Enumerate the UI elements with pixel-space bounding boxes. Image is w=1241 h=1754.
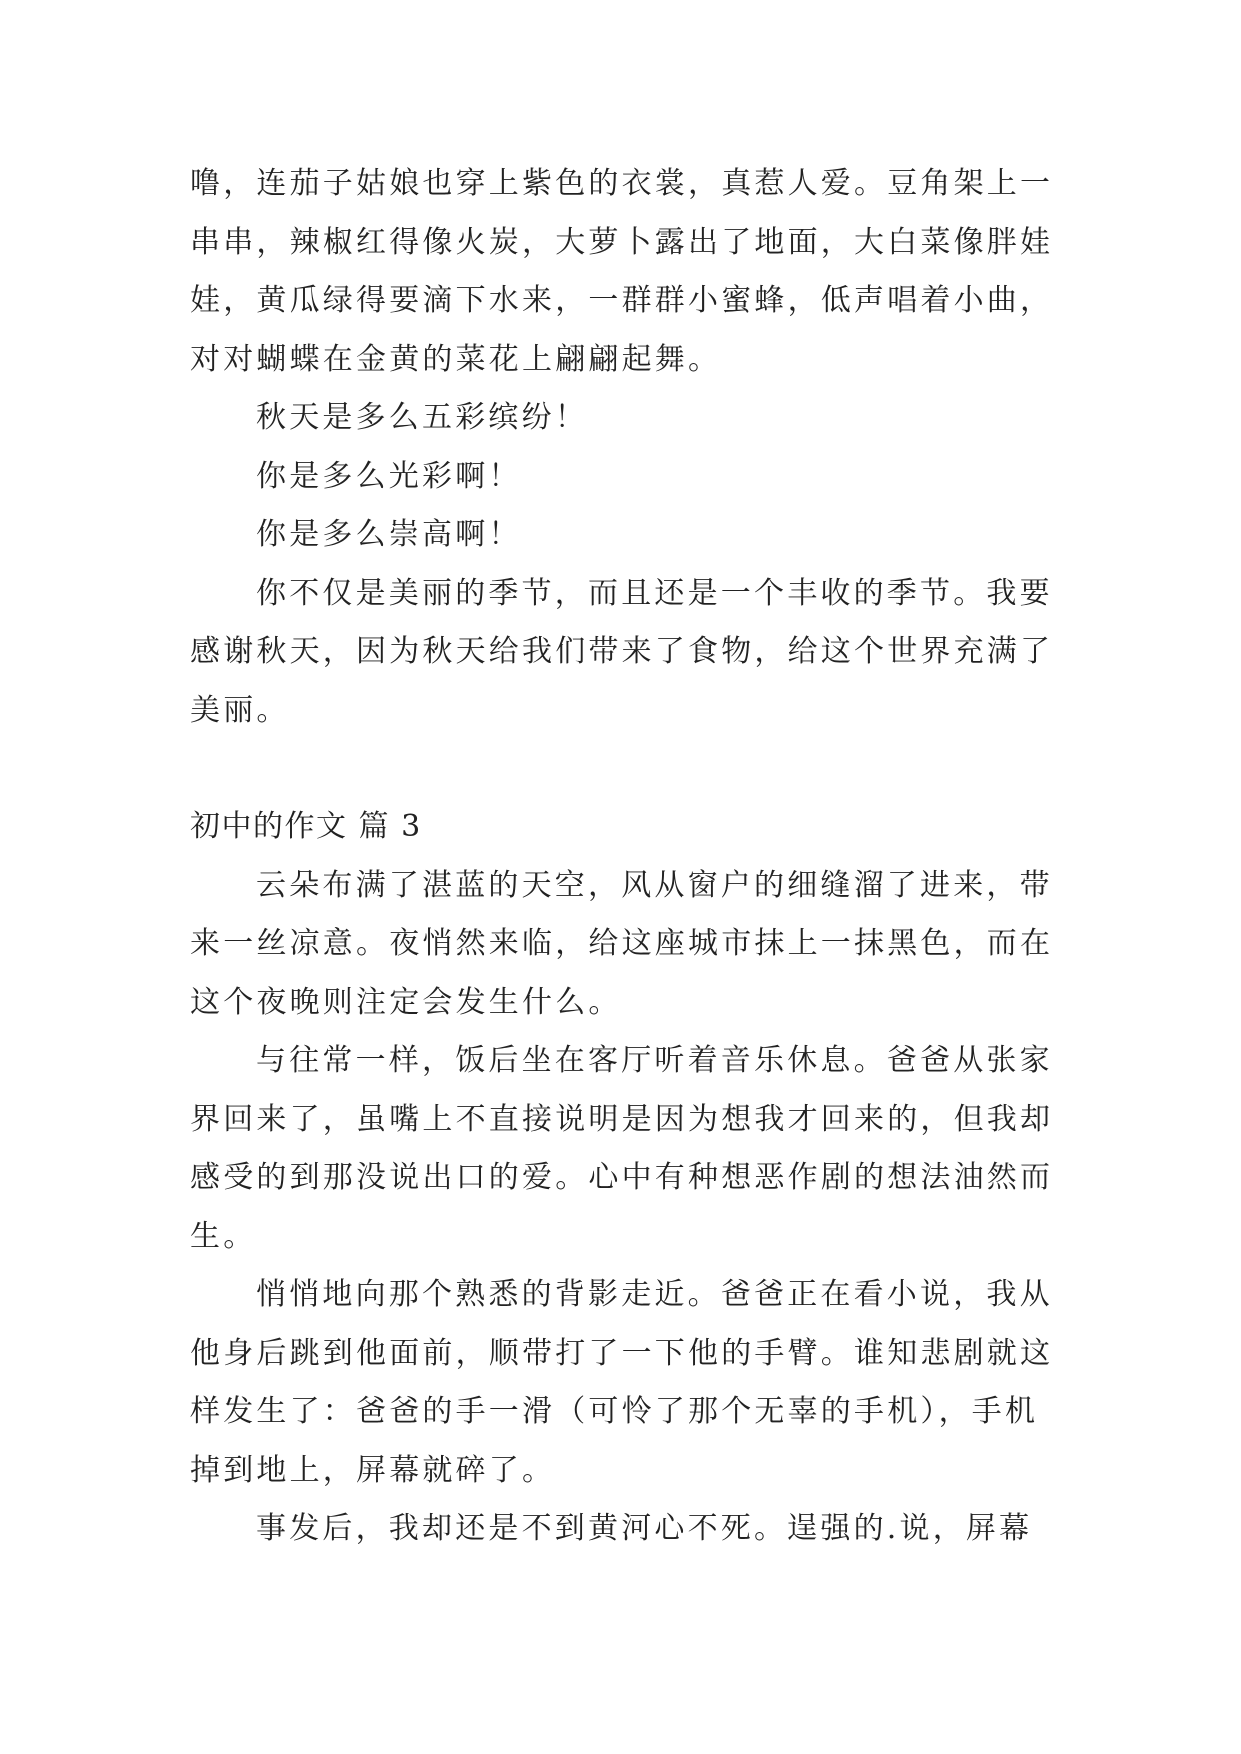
section-title: 初中的作文 篇 3 [190, 809, 422, 844]
paragraph-aftermath: 事发后，我却还是不到黄河心不死。逞强的.说，屏幕 [256, 1511, 1033, 1546]
paragraph-father-returns: 与往常一样，饭后坐在客厅听着音乐休息。爸爸从张家界回来了，虽嘴上不直接说明是因为想我才回来的，但我却感受的到那没说出口的爱。心中有种想恶作剧的想法油然而生。 [190, 1043, 1054, 1254]
document-body [190, 155, 1070, 1559]
paragraph-exclamation-2: 你是多么光彩啊！ [256, 458, 522, 494]
paragraph-night-sky: 云朵布满了湛蓝的天空，风从窗户的细缝溜了进来，带来一丝凉意。夜悄然来临，给这座城市抹上一抹黑色，而在这个夜晚则注定会发生什么。 [190, 867, 1054, 1020]
paragraph-exclamation-1: 秋天是多么五彩缤纷！ [256, 400, 588, 435]
paragraph-exclamation-3: 你是多么崇高啊！ [256, 517, 522, 552]
paragraph-conclusion: 你不仅是美丽的季节，而且还是一个丰收的季节。我要感谢秋天，因为秋天给我们带来了食物，给这个世界充满了美丽。 [190, 575, 1054, 728]
paragraph-continued: 噜，连茄子姑娘也穿上紫色的衣裳，真惹人爱。豆角架上一串串，辣椒红得像火炭，大萝卜露出了地面，大白菜像胖娃娃，黄瓜绿得要滴下水来，一群群小蜜蜂，低声唱着小曲，对对蝴蝶在金黄的菜花上翩翩起舞。 [190, 166, 1054, 377]
paragraph-phone-drop: 悄悄地向那个熟悉的背影走近。爸爸正在看小说，我从他身后跳到他面前，顺带打了一下他的手臂。谁知悲剧就这样发生了：爸爸的手一滑（可怜了那个无辜的手机），手机掉到地上，屏幕就碎了。 [190, 1277, 1054, 1488]
section-gap [190, 740, 1070, 798]
